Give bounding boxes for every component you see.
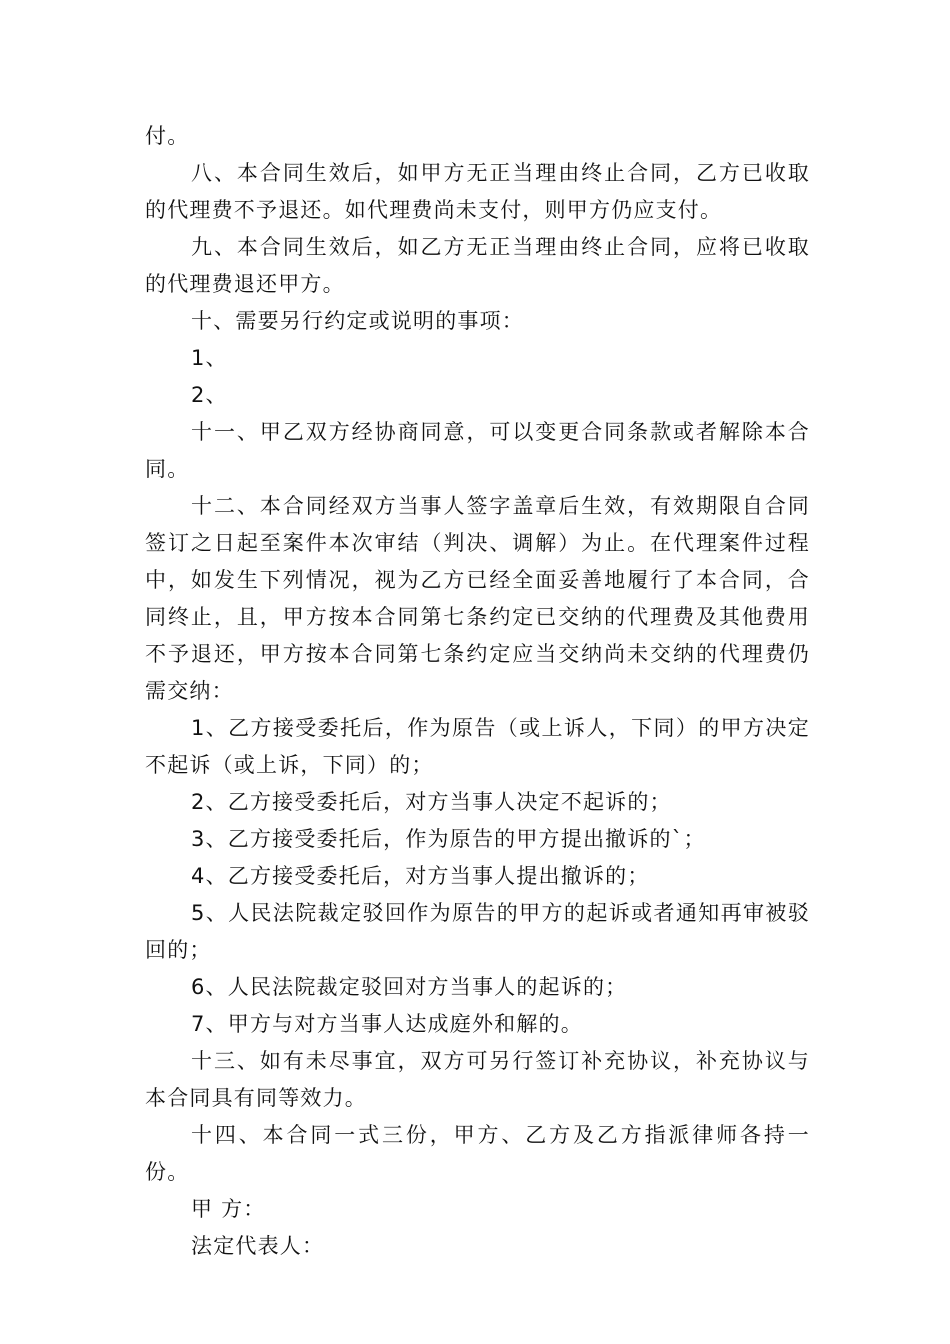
paragraph: 十、需要另行约定或说明的事项： — [191, 309, 524, 333]
paragraph: 7、甲方与对方当事人达成庭外和解的。 — [191, 1012, 583, 1036]
paragraph: 3、乙方接受委托后，作为原告的甲方提出撤诉的`； — [191, 827, 706, 851]
paragraph: 付。 — [145, 124, 190, 148]
paragraph: 5、人民法院裁定驳回作为原告的甲方的起诉或者通知再审被驳回的； — [145, 901, 810, 962]
document-body — [145, 118, 810, 1265]
paragraph: 1、乙方接受委托后，作为原告（或上诉人，下同）的甲方决定不起诉（或上诉，下同）的； — [145, 716, 810, 777]
paragraph: 6、人民法院裁定驳回对方当事人的起诉的； — [191, 975, 628, 999]
paragraph: 九、本合同生效后，如乙方无正当理由终止合同，应将已收取的代理费退还甲方。 — [145, 235, 810, 296]
signature-legal-representative: 法定代表人： — [191, 1234, 325, 1258]
paragraph: 八、本合同生效后，如甲方无正当理由终止合同，乙方已收取的代理费不予退还。如代理费尚未支付，则甲方仍应支付。 — [145, 161, 810, 222]
paragraph: 4、乙方接受委托后，对方当事人提出撤诉的； — [191, 864, 650, 888]
paragraph: 2、 — [191, 383, 228, 407]
paragraph: 十四、本合同一式三份，甲方、乙方及乙方指派律师各持一份。 — [145, 1123, 810, 1184]
paragraph: 1、 — [191, 346, 228, 370]
paragraph: 十三、如有未尽事宜，双方可另行签订补充协议，补充协议与本合同具有同等效力。 — [145, 1049, 810, 1110]
paragraph: 十二、本合同经双方当事人签字盖章后生效，有效期限自合同签订之日起至案件本次审结（判决、调解）为止。在代理案件过程中，如发生下列情况，视为乙方已经全面妥善地履行了本合同，合同终止，且，甲方按本合同第七条约定已交纳的代理费及其他费用不予退还，甲方按本合同第七条约定应当交纳尚未交纳的代理费仍需交纳： — [145, 494, 810, 703]
paragraph: 2、乙方接受委托后，对方当事人决定不起诉的； — [191, 790, 672, 814]
paragraph: 十一、甲乙双方经协商同意，可以变更合同条款或者解除本合同。 — [145, 420, 810, 481]
signature-party-a: 甲 方： — [191, 1197, 266, 1221]
